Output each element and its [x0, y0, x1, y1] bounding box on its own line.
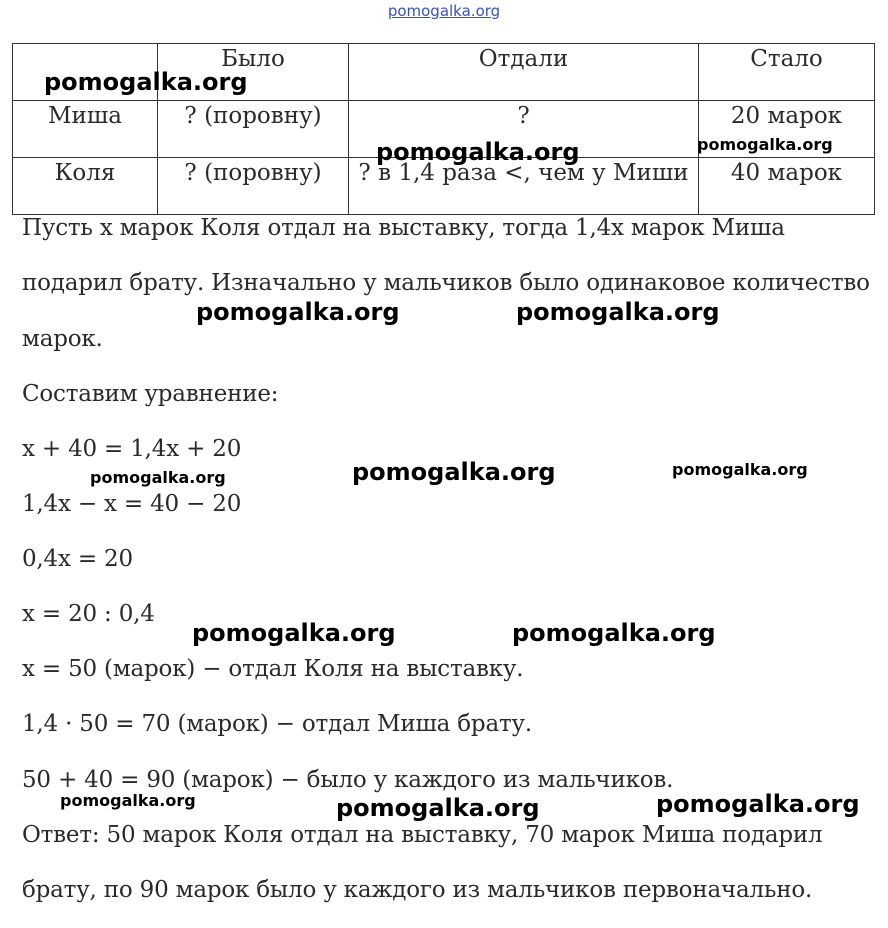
answer-line: Ответ: 50 марок Коля отдал на выставку, 70 марок Миша подарил: [22, 822, 823, 848]
table-cell: ?: [349, 101, 699, 158]
table-row: [13, 158, 875, 215]
watermark: pomogalka.org: [60, 791, 196, 810]
table-cell: 20 марок: [699, 101, 875, 158]
header-cell-given: Отдали: [349, 44, 699, 101]
equation-line: x + 40 = 1,4x + 20: [22, 436, 242, 462]
watermark: pomogalka.org: [90, 468, 226, 487]
text-line: Составим уравнение:: [22, 381, 279, 407]
header-cell-became: Стало: [699, 44, 875, 101]
table-cell: ? в 1,4 раза <, чем у Миши: [349, 158, 699, 215]
table-cell: ? (поровну): [158, 101, 349, 158]
table-cell: 40 марок: [699, 158, 875, 215]
watermark: pomogalka.org: [672, 460, 808, 479]
watermark: pomogalka.org: [376, 138, 580, 166]
text-line: подарил брату. Изначально у мальчиков было одинаковое количество: [22, 270, 870, 296]
text-line: марок.: [22, 326, 103, 352]
table-cell: Коля: [13, 158, 158, 215]
site-link[interactable]: pomogalka.org: [387, 2, 501, 20]
watermark: pomogalka.org: [352, 458, 556, 486]
watermark: pomogalka.org: [44, 68, 248, 96]
answer-line: брату, по 90 марок было у каждого из мальчиков первоначально.: [22, 877, 813, 903]
equation-line: x = 20 : 0,4: [22, 601, 155, 627]
table-cell: ? (поровну): [158, 158, 349, 215]
header-cell-was: Было: [158, 44, 349, 101]
watermark: pomogalka.org: [512, 619, 716, 647]
equation-line: x = 50 (марок) − отдал Коля на выставку.: [22, 656, 524, 682]
equation-line: 1,4 · 50 = 70 (марок) − отдал Миша брату.: [22, 711, 532, 737]
text-line: Пусть x марок Коля отдал на выставку, тогда 1,4x марок Миша: [22, 215, 785, 241]
equation-line: 1,4x − x = 40 − 20: [22, 491, 242, 517]
equation-line: 50 + 40 = 90 (марок) − было у каждого из мальчиков.: [22, 767, 674, 793]
watermark: pomogalka.org: [516, 298, 720, 326]
watermark: pomogalka.org: [192, 619, 396, 647]
watermark: pomogalka.org: [196, 298, 400, 326]
equation-line: 0,4x = 20: [22, 546, 133, 572]
table-cell: Миша: [13, 101, 158, 158]
watermark: pomogalka.org: [336, 794, 540, 822]
watermark: pomogalka.org: [656, 790, 860, 818]
watermark: pomogalka.org: [697, 135, 833, 154]
